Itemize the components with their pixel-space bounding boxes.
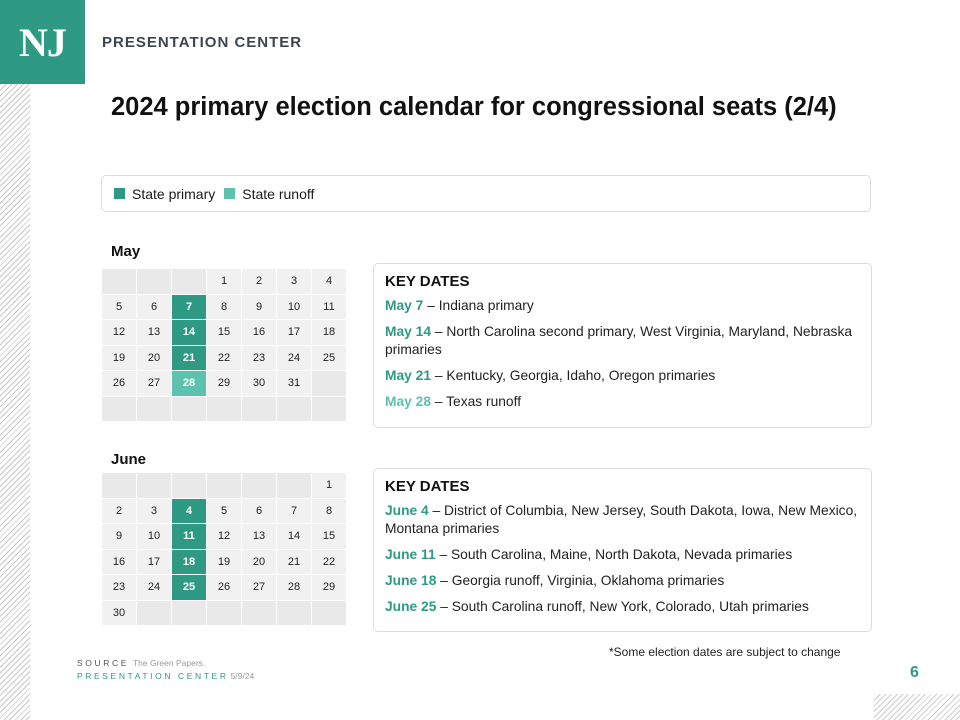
legend-item-runoff	[224, 186, 314, 202]
calendar-empty-cell	[172, 269, 207, 295]
calendar-week-row	[102, 345, 347, 371]
key-date-item	[385, 367, 860, 385]
calendar-day-9: 9	[102, 524, 137, 550]
key-date-label: June 18	[385, 573, 437, 588]
legend-label-runoff: State runoff	[242, 185, 315, 202]
calendar-empty-cell	[207, 473, 242, 499]
nj-logo	[0, 0, 85, 84]
calendar-day-12: 12	[102, 320, 137, 346]
brand-label: PRESENTATION CENTER	[102, 34, 303, 51]
calendar-day-26: 26	[102, 371, 137, 397]
key-date-item	[385, 393, 860, 411]
legend-label-primary: State primary	[132, 185, 216, 202]
calendar-empty-cell	[242, 473, 277, 499]
calendar-day-21: 21	[172, 345, 207, 371]
calendar-empty-cell	[172, 396, 207, 422]
calendar-day-20: 20	[137, 345, 172, 371]
calendar-day-29: 29	[207, 371, 242, 397]
calendar-day-7: 7	[277, 498, 312, 524]
key-date-description: – Texas runoff	[431, 394, 522, 409]
key-date-label: May 21	[385, 368, 432, 383]
calendar-day-1: 1	[312, 473, 347, 499]
calendar-empty-cell	[312, 600, 347, 626]
calendar-day-16: 16	[242, 320, 277, 346]
key-date-label: May 14	[385, 324, 432, 339]
calendar-day-13: 13	[242, 524, 277, 550]
month-title-may: May	[111, 243, 141, 260]
calendar-day-15: 15	[207, 320, 242, 346]
key-date-description: – Georgia runoff, Virginia, Oklahoma primaries	[436, 573, 725, 588]
calendar-day-11: 11	[312, 294, 347, 320]
calendar-week-row	[102, 600, 347, 626]
calendar-empty-cell	[242, 600, 277, 626]
calendar-day-16: 16	[102, 549, 137, 575]
key-date-item	[385, 598, 860, 616]
key-date-description: – South Carolina, Maine, North Dakota, Nevada primaries	[435, 547, 793, 562]
key-date-item	[385, 572, 860, 590]
calendar-day-2: 2	[102, 498, 137, 524]
calendar-day-28: 28	[277, 575, 312, 601]
calendar-day-14: 14	[277, 524, 312, 550]
calendar-empty-cell	[277, 396, 312, 422]
source-label: SOURCE	[77, 658, 129, 668]
key-date-item	[385, 502, 860, 538]
presentation-center-line	[77, 671, 254, 681]
calendar-day-8: 8	[312, 498, 347, 524]
calendar-empty-cell	[102, 269, 137, 295]
calendar-week-row	[102, 575, 347, 601]
calendar-week-row	[102, 269, 347, 295]
calendar-empty-cell	[137, 473, 172, 499]
key-date-item	[385, 297, 860, 315]
calendar-week-row	[102, 498, 347, 524]
footer-date: 5/9/24	[230, 671, 255, 681]
calendar-day-2: 2	[242, 269, 277, 295]
calendar-empty-cell	[137, 396, 172, 422]
calendar-week-row	[102, 294, 347, 320]
source-value: The Green Papers.	[132, 658, 206, 668]
calendar-day-22: 22	[207, 345, 242, 371]
calendar-day-9: 9	[242, 294, 277, 320]
calendar-empty-cell	[172, 600, 207, 626]
calendar-june	[101, 472, 347, 626]
legend-swatch-runoff	[224, 188, 235, 199]
calendar-day-24: 24	[137, 575, 172, 601]
calendar-day-11: 11	[172, 524, 207, 550]
legend-swatch-primary	[114, 188, 125, 199]
calendar-empty-cell	[207, 396, 242, 422]
calendar-empty-cell	[277, 473, 312, 499]
calendar-day-3: 3	[277, 269, 312, 295]
calendar-day-19: 19	[207, 549, 242, 575]
key-date-label: June 4	[385, 503, 429, 518]
calendar-day-19: 19	[102, 345, 137, 371]
calendar-empty-cell	[137, 269, 172, 295]
calendar-day-23: 23	[242, 345, 277, 371]
key-date-label: May 28	[385, 394, 432, 409]
calendar-empty-cell	[207, 600, 242, 626]
key-dates-may	[373, 263, 872, 428]
key-date-item	[385, 546, 860, 564]
decorative-hatch-left	[0, 84, 30, 720]
calendar-day-8: 8	[207, 294, 242, 320]
key-date-item	[385, 323, 860, 359]
calendar-day-21: 21	[277, 549, 312, 575]
calendar-empty-cell	[137, 600, 172, 626]
calendar-week-row	[102, 473, 347, 499]
calendar-day-26: 26	[207, 575, 242, 601]
calendar-day-25: 25	[172, 575, 207, 601]
calendar-day-31: 31	[277, 371, 312, 397]
calendar-day-18: 18	[172, 549, 207, 575]
legend	[101, 175, 871, 212]
calendar-week-row	[102, 371, 347, 397]
presentation-center-label: PRESENTATION CENTER	[77, 671, 229, 681]
key-dates-heading: KEY DATES	[385, 273, 470, 290]
calendar-empty-cell	[172, 473, 207, 499]
calendar-day-4: 4	[312, 269, 347, 295]
calendar-day-10: 10	[277, 294, 312, 320]
key-date-description: – North Carolina second primary, West Virginia, Maryland, Nebraska primaries	[385, 324, 853, 357]
calendar-day-13: 13	[137, 320, 172, 346]
calendar-may	[101, 268, 347, 422]
calendar-day-29: 29	[312, 575, 347, 601]
calendar-day-3: 3	[137, 498, 172, 524]
calendar-day-30: 30	[242, 371, 277, 397]
legend-item-primary	[114, 186, 215, 202]
calendar-empty-cell	[312, 371, 347, 397]
calendar-day-28: 28	[172, 371, 207, 397]
calendar-day-7: 7	[172, 294, 207, 320]
disclaimer-note: *Some election dates are subject to change	[609, 645, 841, 659]
page-number: 6	[910, 664, 919, 681]
calendar-week-row	[102, 524, 347, 550]
key-date-description: – District of Columbia, New Jersey, South Dakota, Iowa, New Mexico, Montana primaries	[385, 503, 858, 536]
key-date-label: June 11	[385, 547, 436, 562]
calendar-day-22: 22	[312, 549, 347, 575]
calendar-day-23: 23	[102, 575, 137, 601]
calendar-empty-cell	[102, 396, 137, 422]
decorative-hatch-bottom-right	[874, 694, 960, 720]
calendar-day-17: 17	[277, 320, 312, 346]
calendar-day-10: 10	[137, 524, 172, 550]
calendar-day-17: 17	[137, 549, 172, 575]
key-date-label: May 7	[385, 298, 424, 313]
key-date-description: – Indiana primary	[423, 298, 534, 313]
calendar-empty-cell	[312, 396, 347, 422]
key-date-description: – Kentucky, Georgia, Idaho, Oregon primaries	[431, 368, 716, 383]
calendar-day-1: 1	[207, 269, 242, 295]
page-title: 2024 primary election calendar for congressional seats (2/4)	[111, 93, 837, 121]
calendar-day-27: 27	[242, 575, 277, 601]
calendar-empty-cell	[242, 396, 277, 422]
calendar-day-27: 27	[137, 371, 172, 397]
month-title-june: June	[111, 451, 147, 468]
calendar-day-24: 24	[277, 345, 312, 371]
key-date-description: – South Carolina runoff, New York, Colorado, Utah primaries	[436, 599, 809, 614]
key-dates-june	[373, 468, 872, 632]
calendar-day-5: 5	[102, 294, 137, 320]
calendar-empty-cell	[277, 600, 312, 626]
calendar-day-5: 5	[207, 498, 242, 524]
calendar-week-row	[102, 320, 347, 346]
calendar-empty-cell	[102, 473, 137, 499]
calendar-day-14: 14	[172, 320, 207, 346]
calendar-day-4: 4	[172, 498, 207, 524]
calendar-day-6: 6	[242, 498, 277, 524]
logo-text: NJ	[19, 19, 66, 65]
calendar-day-12: 12	[207, 524, 242, 550]
calendar-week-row	[102, 549, 347, 575]
calendar-day-25: 25	[312, 345, 347, 371]
key-date-label: June 25	[385, 599, 437, 614]
calendar-week-row	[102, 396, 347, 422]
calendar-day-15: 15	[312, 524, 347, 550]
source-line	[77, 658, 205, 668]
calendar-day-30: 30	[102, 600, 137, 626]
key-dates-heading: KEY DATES	[385, 478, 470, 495]
calendar-day-6: 6	[137, 294, 172, 320]
calendar-day-20: 20	[242, 549, 277, 575]
calendar-day-18: 18	[312, 320, 347, 346]
